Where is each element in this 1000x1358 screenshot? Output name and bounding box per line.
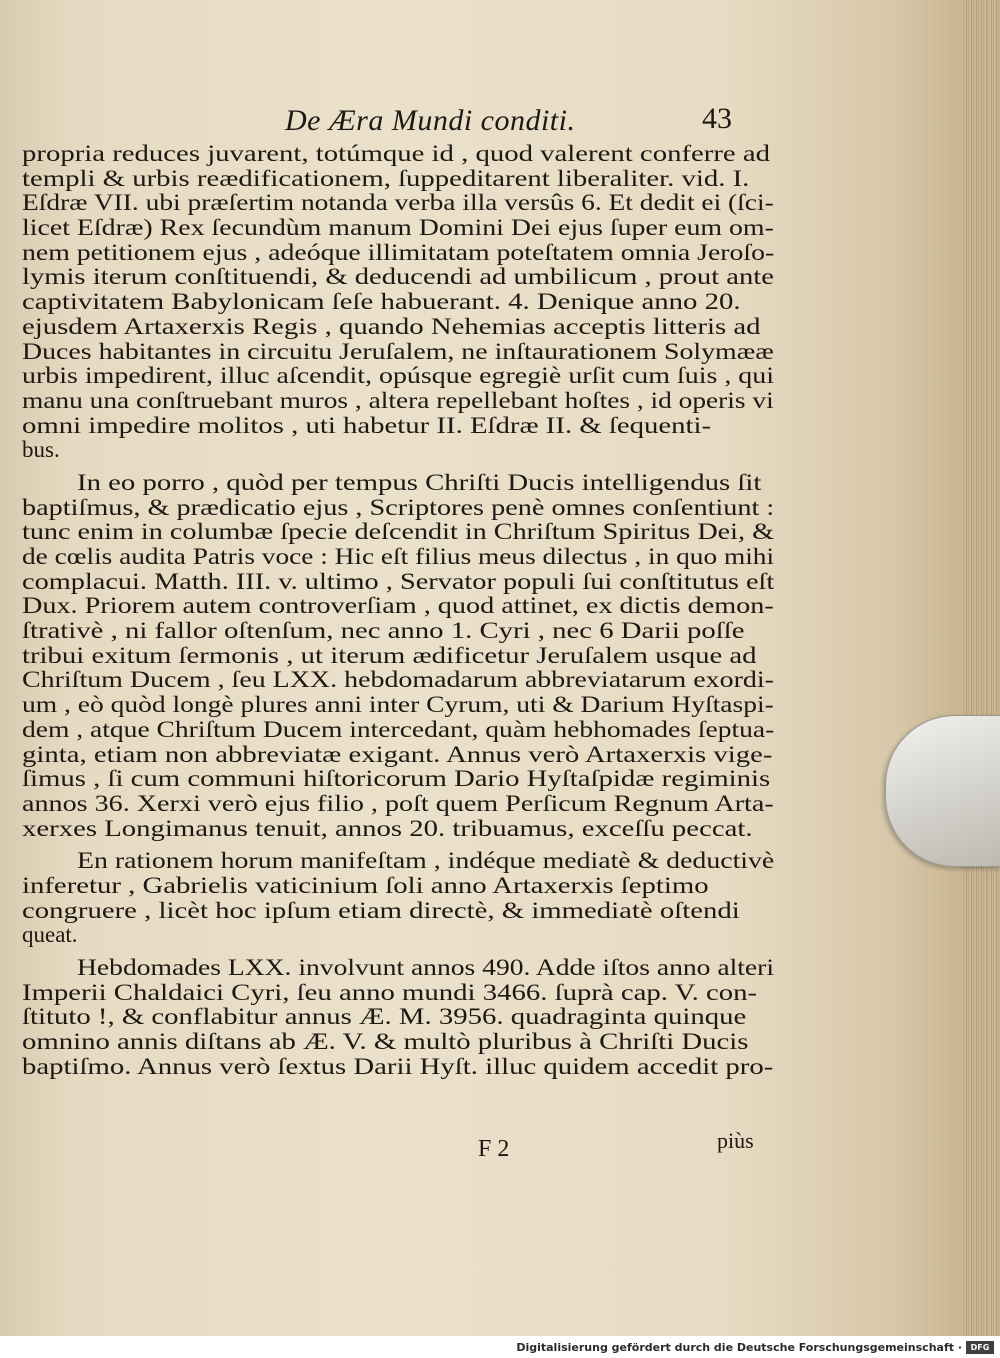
- text-line: [22, 389, 774, 414]
- text-line: [22, 1005, 774, 1030]
- signature-mark: F 2: [478, 1136, 510, 1162]
- text-line: [22, 743, 774, 768]
- text-line-content: ſtrativè , ni fallor oſtenſum, nec anno 1. Cyri , nec 6 Darii poſſe: [22, 619, 745, 644]
- text-line: [22, 520, 774, 545]
- text-line: [22, 142, 774, 167]
- dfg-logo: DFG: [966, 1341, 994, 1354]
- page-header: [0, 88, 962, 138]
- text-line: [22, 290, 774, 315]
- text-line-content: Hebdomades LXX. involvunt annos 490. Adde iſtos anno alteri: [77, 956, 774, 980]
- page-edges: [962, 0, 1000, 1336]
- running-head: De Æra Mundi conditi.: [285, 104, 576, 137]
- text-line-content: Imperii Chaldaici Cyri, ſeu anno mundi 3466. ſuprà cap. V. con-: [22, 980, 758, 1005]
- text-line-content: baptiſmus, & prædicatio ejus , Scriptores penè omnes conſentiunt :: [22, 495, 774, 520]
- text-line-content: ſtituto !, & conflabitur annus Æ. M. 3956. quadraginta quinque: [22, 1005, 747, 1030]
- text-line-content: manu una conſtruebant muros , altera repellebant hoſtes , id operis vi: [22, 388, 774, 413]
- text-line-content: captivitatem Babylonicam ſeſe habuerant. 4. Denique anno 20.: [22, 290, 741, 315]
- text-line: [22, 981, 774, 1006]
- credit-text: Digitalisierung gefördert durch die Deutsche Forschungsgemeinschaft ·: [516, 1341, 962, 1354]
- text-line: [22, 956, 774, 981]
- text-line: [22, 545, 774, 570]
- paragraph-gap: [22, 948, 774, 956]
- text-line-content: xerxes Longimanus tenuit, annos 20. tribuamus, exceſſu peccat.: [22, 816, 753, 841]
- text-line-content: ſimus , ſi cum communi hiſtoricorum Dario Hyſtaſpidæ regiminis: [22, 767, 771, 792]
- text-line-content: dem , atque Chriſtum Ducem intercedant, quàm hebhomades ſeptua-: [22, 717, 774, 742]
- body-text: [22, 142, 774, 1079]
- text-line-content: nem petitionem ejus , adeóque illimitatam poteſtatem omnia Jeroſo-: [22, 240, 774, 265]
- text-line: [22, 340, 774, 365]
- text-line: [22, 216, 774, 241]
- text-line: [22, 644, 774, 669]
- text-line-content: queat.: [22, 923, 78, 948]
- paragraph-gap: [22, 463, 774, 471]
- text-line-content: bus.: [22, 438, 60, 463]
- text-line-content: licet Eſdræ) Rex ſecundùm manum Domini Dei ejus ſuper eum om-: [22, 216, 774, 241]
- text-line: [22, 923, 774, 948]
- text-line: [22, 471, 774, 496]
- text-line-content: urbis impedirent, illuc aſcendit, opúsque egregiè urſit cum ſuis , qui: [22, 364, 774, 389]
- text-line: [22, 767, 774, 792]
- text-line: [22, 693, 774, 718]
- text-line-content: In eo porro , quòd per tempus Chriſti Ducis intelligendus ſit: [77, 470, 762, 495]
- text-line: [22, 619, 774, 644]
- text-line: [22, 191, 774, 216]
- text-line-content: omnino annis diſtans ab Æ. V. & multò pluribus à Chriſti Ducis: [22, 1030, 749, 1055]
- text-line: [22, 265, 774, 290]
- paragraph-gap: [22, 841, 774, 849]
- text-line: [22, 496, 774, 521]
- text-line-content: tunc enim in columbæ ſpecie deſcendit in Chriſtum Spiritus Dei, &: [22, 520, 774, 545]
- text-line-content: En rationem horum manifeſtam , indéque mediatè & deductivè: [77, 849, 774, 874]
- text-line: [22, 570, 774, 595]
- text-line: [22, 167, 774, 192]
- text-line-content: lymis iterum conſtituendi, & deducendi ad umbilicum , prout ante: [22, 265, 774, 290]
- text-line-content: annos 36. Xerxi verò ejus filio , poſt quem Perſicum Regnum Arta-: [22, 791, 774, 816]
- text-line-content: complacui. Matth. III. v. ultimo , Servator populi ſui conſtitutus eſt: [22, 569, 774, 594]
- text-line: [22, 315, 774, 340]
- text-line-content: ginta, etiam non abbreviatæ exigant. Annus verò Artaxerxis vige-: [22, 742, 773, 767]
- text-line-content: congruere , licèt hoc ipſum etiam directè, & immediatè oſtendi: [22, 898, 740, 923]
- text-line-content: Chriſtum Ducem , ſeu LXX. hebdomadarum abbreviatarum exordi-: [22, 668, 774, 693]
- text-line: [22, 438, 774, 463]
- text-line: [22, 364, 774, 389]
- text-line: [22, 874, 774, 899]
- text-line-content: tribui exitum ſermonis , ut iterum ædificetur Jeruſalem usque ad: [22, 643, 757, 668]
- catchword: piùs: [717, 1128, 754, 1153]
- text-line-content: templi & urbis reædificationem, ſuppeditarent liberaliter. vid. I.: [22, 166, 750, 191]
- page-number: 43: [702, 102, 732, 135]
- text-line: [22, 414, 774, 439]
- text-line-content: ejusdem Artaxerxis Regis , quando Nehemias acceptis litteris ad: [22, 314, 761, 339]
- text-line: [22, 594, 774, 619]
- text-line: [22, 792, 774, 817]
- text-line-content: baptiſmo. Annus verò ſextus Darii Hyſt. illuc quidem accedit pro-: [22, 1054, 774, 1079]
- text-line: [22, 718, 774, 743]
- text-line-content: inferetur , Gabrielis vaticinium ſoli anno Artaxerxis ſeptimo: [22, 873, 709, 898]
- text-line-content: de cœlis audita Patris voce : Hic eſt filius meus dilectus , in quo mihi: [22, 545, 774, 569]
- text-line: [22, 817, 774, 842]
- text-line-content: um , eò quòd longè plures anni inter Cyrum, uti & Darium Hyſtaspi-: [22, 693, 774, 718]
- text-line: [22, 1030, 774, 1055]
- text-line: [22, 899, 774, 924]
- text-line-content: Duces habitantes in circuitu Jeruſalem, ne inſtaurationem Solymææ: [22, 339, 774, 364]
- text-line: [22, 668, 774, 693]
- text-line-content: Eſdræ VII. ubi præſertim notanda verba illa versûs 6. Et dedit ei (ſci-: [22, 191, 774, 216]
- text-line: [22, 1055, 774, 1080]
- text-line: [22, 849, 774, 874]
- text-line-content: Dux. Priorem autem controverſiam , quod attinet, ex dictis demon-: [22, 594, 774, 619]
- credit-bar: [0, 1338, 1000, 1358]
- text-line-content: propria reduces juvarent, totúmque id , quod valerent conferre ad: [22, 142, 771, 166]
- text-line: [22, 241, 774, 266]
- text-line-content: omni impedire molitos , uti habetur II. Eſdræ II. & ſequenti-: [22, 413, 712, 438]
